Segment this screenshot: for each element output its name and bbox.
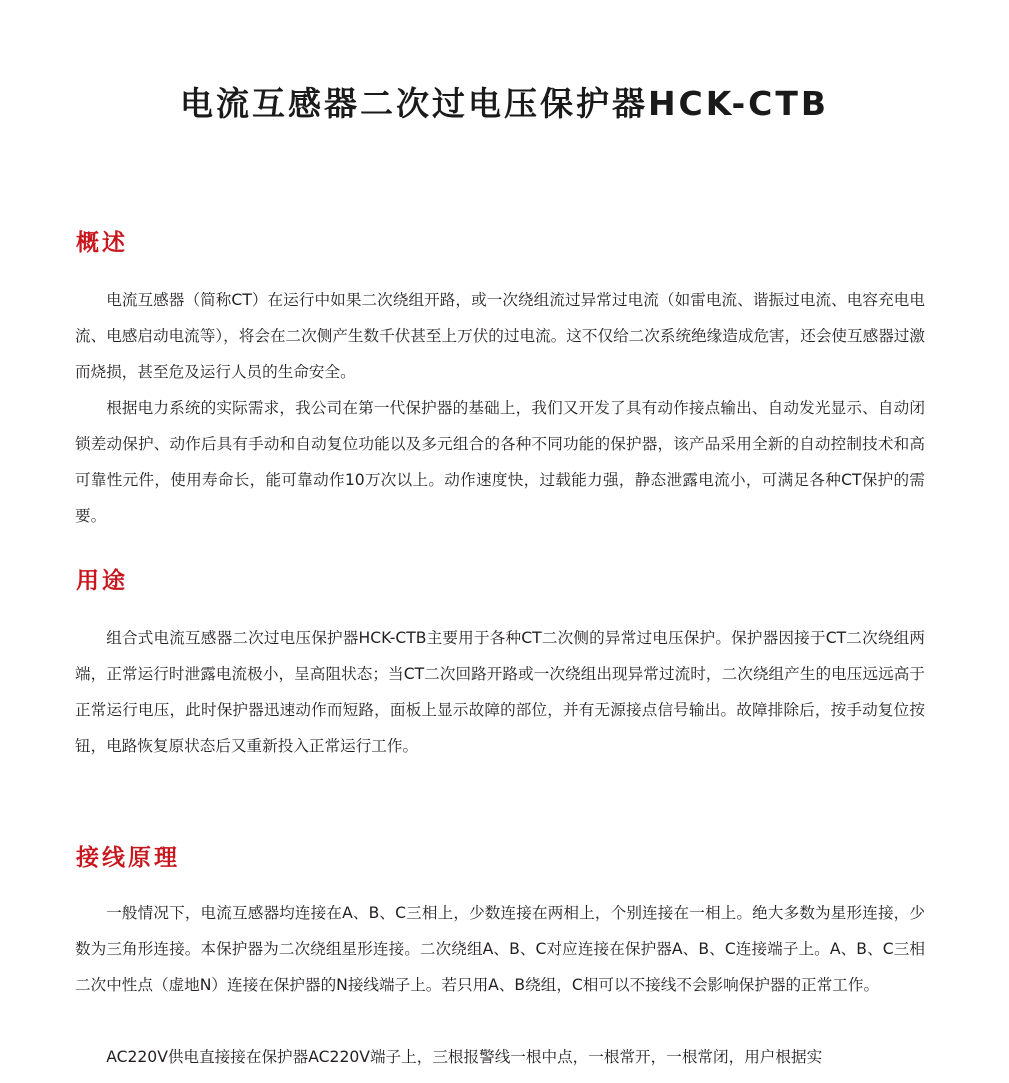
section-heading-usage: 用途 bbox=[76, 568, 128, 594]
section-heading-overview: 概述 bbox=[76, 230, 128, 256]
section-heading-wiring: 接线原理 bbox=[76, 845, 180, 871]
wiring-paragraph-1: 一般情况下，电流互感器均连接在A、B、C三相上，少数连接在两相上，个别连接在一相上。绝大多数为星形连接，少数为三角形连接。本保护器为二次绕组星形连接。二次绕组A、B、C对应连接在保护器A、B、C连接端子上。A、B、C三相二次中性点（虚地N）连接在保护器的N接线端子上。若只用A、B绕组，C相可以不接线不会影响保护器的正常工作。 bbox=[75, 904, 925, 994]
overview-paragraph-1: 电流互感器（简称CT）在运行中如果二次绕组开路，或一次绕组流过异常过电流（如雷电流、谐振过电流、电容充电电流、电感启动电流等），将会在二次侧产生数千伏甚至上万伏的过电流。这不仅给二次系统绝缘造成危害，还会使互感器过激而烧损，甚至危及运行人员的生命安全。 bbox=[75, 291, 925, 381]
usage-paragraph-1: 组合式电流互感器二次过电压保护器HCK-CTB主要用于各种CT二次侧的异常过电压保护。保护器因接于CT二次绕组两端，正常运行时泄露电流极小，呈高阻状态；当CT二次回路开路或一次绕组出现异常过流时，二次绕组产生的电压远远高于正常运行电压，此时保护器迅速动作而短路，面板上显示故障的部位，并有无源接点信号输出。故障排除后，按手动复位按钮，电路恢复原状态后又重新投入正常运行工作。 bbox=[75, 629, 925, 755]
document-title: 电流互感器二次过电压保护器HCK-CTB bbox=[179, 84, 830, 123]
wiring-paragraph-2: AC220V供电直接接在保护器AC220V端子上，三根报警线一根中点，一根常开，一根常闭，用户根据实 bbox=[106, 1048, 823, 1066]
overview-paragraph-2: 根据电力系统的实际需求，我公司在第一代保护器的基础上，我们又开发了具有动作接点输出、自动发光显示、自动闭锁差动保护、动作后具有手动和自动复位功能以及多元组合的各种不同功能的保护器，该产品采用全新的自动控制技术和高可靠性元件，使用寿命长，能可靠动作10万次以上。动作速度快，过载能力强，静态泄露电流小，可满足各种CT保护的需要。 bbox=[75, 399, 925, 525]
